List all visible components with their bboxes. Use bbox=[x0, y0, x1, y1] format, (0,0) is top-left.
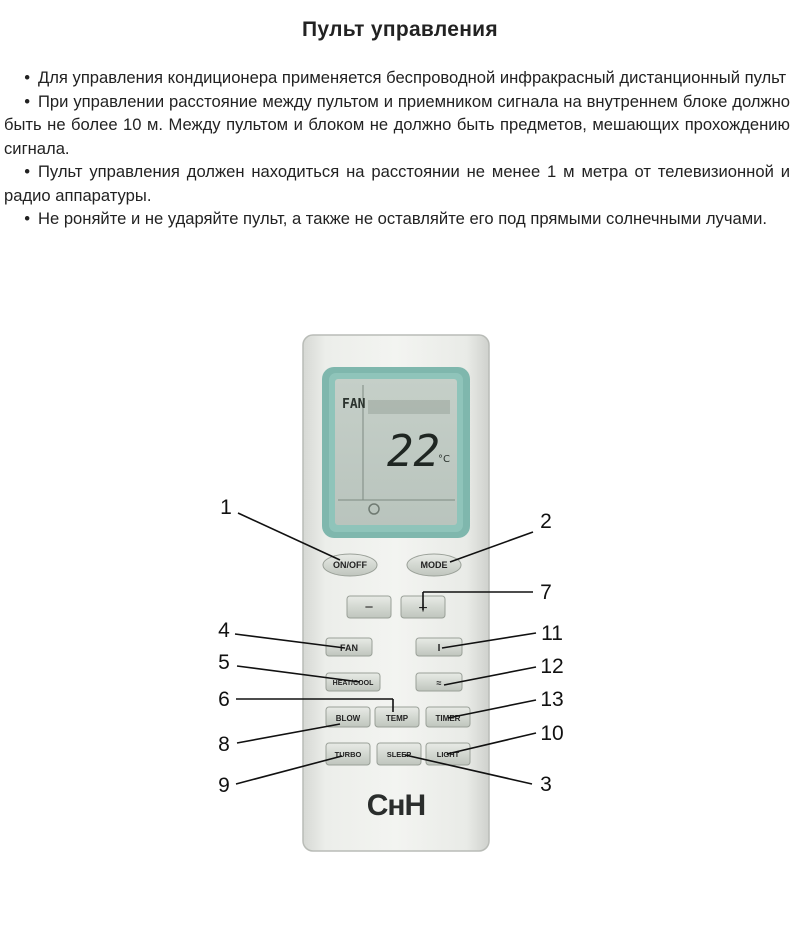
lcd-mode-text: FAN bbox=[342, 397, 366, 412]
lcd-temperature: 22 bbox=[387, 426, 440, 477]
x-fan-label: I bbox=[437, 643, 441, 654]
minus-button[interactable] bbox=[347, 596, 391, 618]
brand-logo: CʜH bbox=[366, 789, 426, 822]
mode-button[interactable] bbox=[407, 554, 461, 576]
sleep-label: SLEEP bbox=[386, 750, 412, 759]
blow-label: BLOW bbox=[335, 714, 361, 723]
callout-11: 11 bbox=[541, 622, 563, 645]
turbo-button[interactable] bbox=[326, 743, 370, 765]
heat-cool-label: HEAT/COOL bbox=[332, 680, 374, 687]
plus-label: + bbox=[418, 600, 428, 617]
timer-label: TIMER bbox=[435, 714, 461, 723]
swing-glyph-icon: ≈ bbox=[436, 678, 442, 688]
callout-6: 6 bbox=[218, 688, 230, 711]
callout-8: 8 bbox=[218, 733, 230, 756]
callout-3: 3 bbox=[540, 773, 552, 796]
bullet: • bbox=[24, 162, 30, 181]
paragraph-text: Пульт управления должен находиться на расстоянии не менее 1 м метра от телевизионной и радио аппаратуры. bbox=[4, 162, 790, 205]
bullet: • bbox=[24, 209, 30, 228]
paragraph-text: При управлении расстояние между пультом и приемником сигнала на внутреннем блоке должно быть не более 10 м. Между пультом и блоком не должно быть предметов, мешающих прохождению сигнала. bbox=[4, 91, 790, 158]
paragraph-text: Для управления кондиционера применяется беспроводной инфракрасный дистанционный пульт bbox=[38, 68, 787, 87]
temp-label: TEMP bbox=[385, 714, 409, 723]
callout-12: 12 bbox=[540, 655, 564, 678]
callout-1: 1 bbox=[220, 496, 232, 519]
blow-button[interactable] bbox=[326, 707, 370, 727]
timer-button[interactable] bbox=[426, 707, 470, 727]
callout-7: 7 bbox=[540, 581, 552, 604]
lcd-unit: °C bbox=[438, 454, 450, 465]
on-off-button[interactable] bbox=[323, 554, 377, 576]
temp-button[interactable] bbox=[375, 707, 419, 727]
page-title: Пульт управления bbox=[302, 18, 498, 41]
x-fan-button[interactable] bbox=[416, 638, 462, 656]
turbo-label: TURBO bbox=[334, 750, 362, 759]
sleep-button[interactable] bbox=[377, 743, 421, 765]
callout-9: 9 bbox=[218, 774, 230, 797]
bullet: • bbox=[24, 91, 30, 111]
minus-label: − bbox=[364, 599, 374, 616]
bullet: • bbox=[24, 68, 30, 87]
on-off-label: ON/OFF bbox=[333, 560, 367, 570]
mode-label: MODE bbox=[420, 560, 448, 570]
callout-4: 4 bbox=[218, 619, 230, 642]
light-label: LIGHT bbox=[436, 750, 460, 759]
callout-13: 13 bbox=[540, 688, 564, 711]
paragraph-text: Не роняйте и не ударяйте пульт, а также не оставляйте его под прямыми солнечными лучами. bbox=[38, 209, 768, 228]
callout-5: 5 bbox=[218, 651, 230, 674]
fan-label: FAN bbox=[340, 643, 358, 653]
callout-2: 2 bbox=[540, 510, 552, 533]
heat-cool-button[interactable] bbox=[326, 673, 380, 691]
lcd-segment-row bbox=[368, 400, 450, 414]
swing-button[interactable] bbox=[416, 673, 462, 691]
callout-10: 10 bbox=[540, 722, 564, 745]
